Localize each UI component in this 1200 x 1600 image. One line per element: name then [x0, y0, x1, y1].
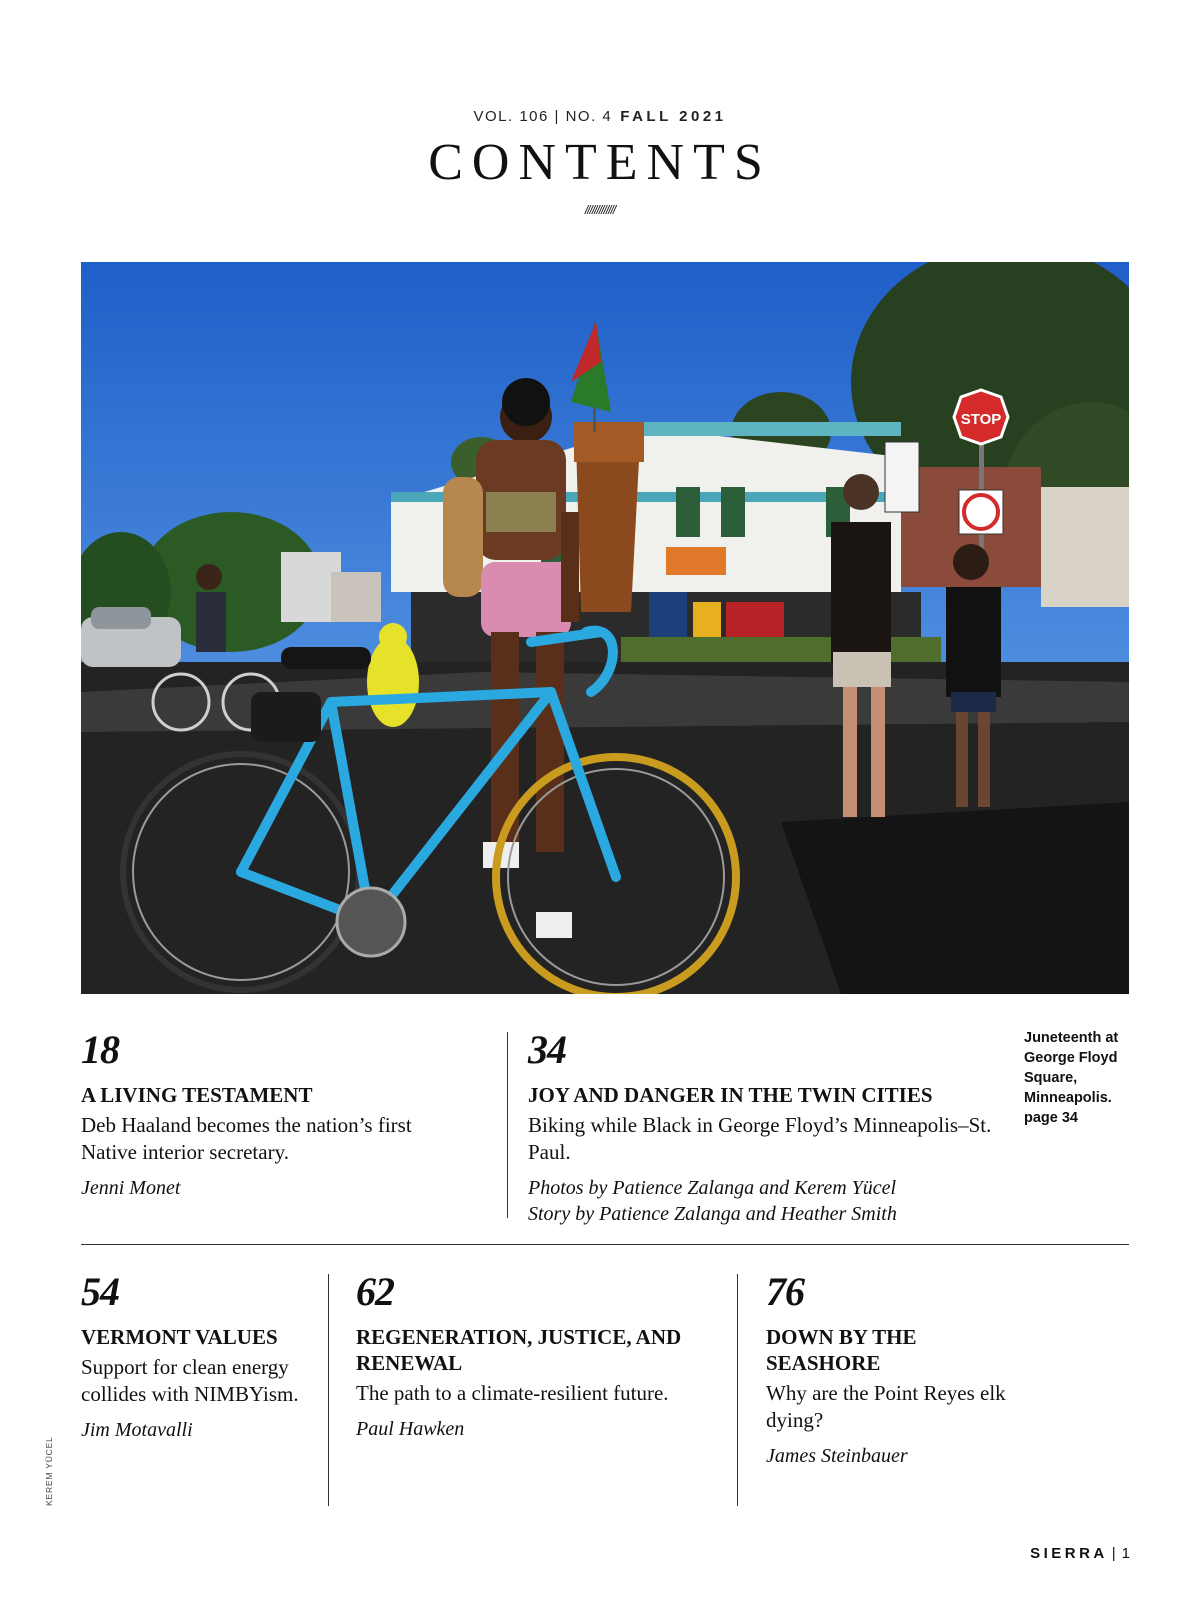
story-title[interactable]: JOY AND DANGER IN THE TWIN CITIES — [528, 1083, 933, 1107]
story-entry[interactable] — [766, 1269, 1006, 1469]
story-dek: Support for clean energy collides with NIMBYism. — [81, 1355, 299, 1406]
issue-line — [0, 108, 1200, 125]
title-ornament: ///////////// — [584, 203, 616, 217]
story-dek: Deb Haaland becomes the nation’s first Native interior secretary. — [81, 1113, 412, 1164]
story-credit: Jenni Monet — [81, 1177, 181, 1199]
column-divider — [737, 1274, 738, 1506]
story-credit: James Steinbauer — [766, 1445, 908, 1467]
photo-caption-text: Juneteenth at George Floyd Square, Minneapolis. — [1024, 1030, 1119, 1106]
page-number: 1 — [1121, 1545, 1130, 1562]
photo-caption — [1024, 1028, 1144, 1128]
story-page-number: 76 — [766, 1269, 804, 1314]
story-page-number: 34 — [528, 1027, 566, 1072]
folio-separator: | — [1111, 1545, 1116, 1562]
hero-photo — [81, 262, 1129, 994]
issue-season: FALL 2021 — [620, 108, 727, 125]
story-title[interactable]: DOWN BY THE SEASHORE — [766, 1325, 917, 1375]
masthead-header — [0, 108, 1200, 217]
story-entry[interactable] — [81, 1027, 461, 1201]
magazine-name: SIERRA — [1030, 1545, 1108, 1562]
photo-caption-page[interactable]: page 34 — [1024, 1110, 1078, 1126]
story-page-number: 18 — [81, 1027, 119, 1072]
story-dek: Why are the Point Reyes elk dying? — [766, 1381, 1006, 1432]
section-divider — [81, 1244, 1129, 1245]
street-scene-illustration — [81, 262, 1129, 994]
photo-credit: KEREM YÜCEL — [44, 1436, 54, 1506]
story-entry[interactable] — [528, 1027, 998, 1227]
story-title[interactable]: REGENERATION, JUSTICE, AND RENEWAL — [356, 1325, 682, 1375]
svg-text:STOP: STOP — [960, 411, 1002, 428]
page-folio — [1030, 1545, 1130, 1562]
column-divider — [507, 1032, 508, 1218]
story-dek: The path to a climate-resilient future. — [356, 1381, 669, 1405]
story-entry[interactable] — [356, 1269, 726, 1442]
story-credit-story: Story by Patience Zalanga and Heather Smith — [528, 1203, 897, 1225]
story-title[interactable]: VERMONT VALUES — [81, 1325, 278, 1349]
column-divider — [328, 1274, 329, 1506]
story-page-number: 54 — [81, 1269, 119, 1314]
story-credit: Paul Hawken — [356, 1418, 465, 1440]
story-credit — [528, 1175, 998, 1227]
story-entry[interactable] — [81, 1269, 321, 1443]
story-dek: Biking while Black in George Floyd’s Minneapolis–St. Paul. — [528, 1113, 992, 1164]
story-credit: Jim Motavalli — [81, 1419, 193, 1441]
story-page-number: 62 — [356, 1269, 394, 1314]
issue-number: VOL. 106 | NO. 4 — [473, 108, 613, 125]
story-title[interactable]: A LIVING TESTAMENT — [81, 1083, 313, 1107]
page-title: CONTENTS — [428, 134, 772, 191]
story-credit-photos: Photos by Patience Zalanga and Kerem Yücel — [528, 1177, 897, 1199]
